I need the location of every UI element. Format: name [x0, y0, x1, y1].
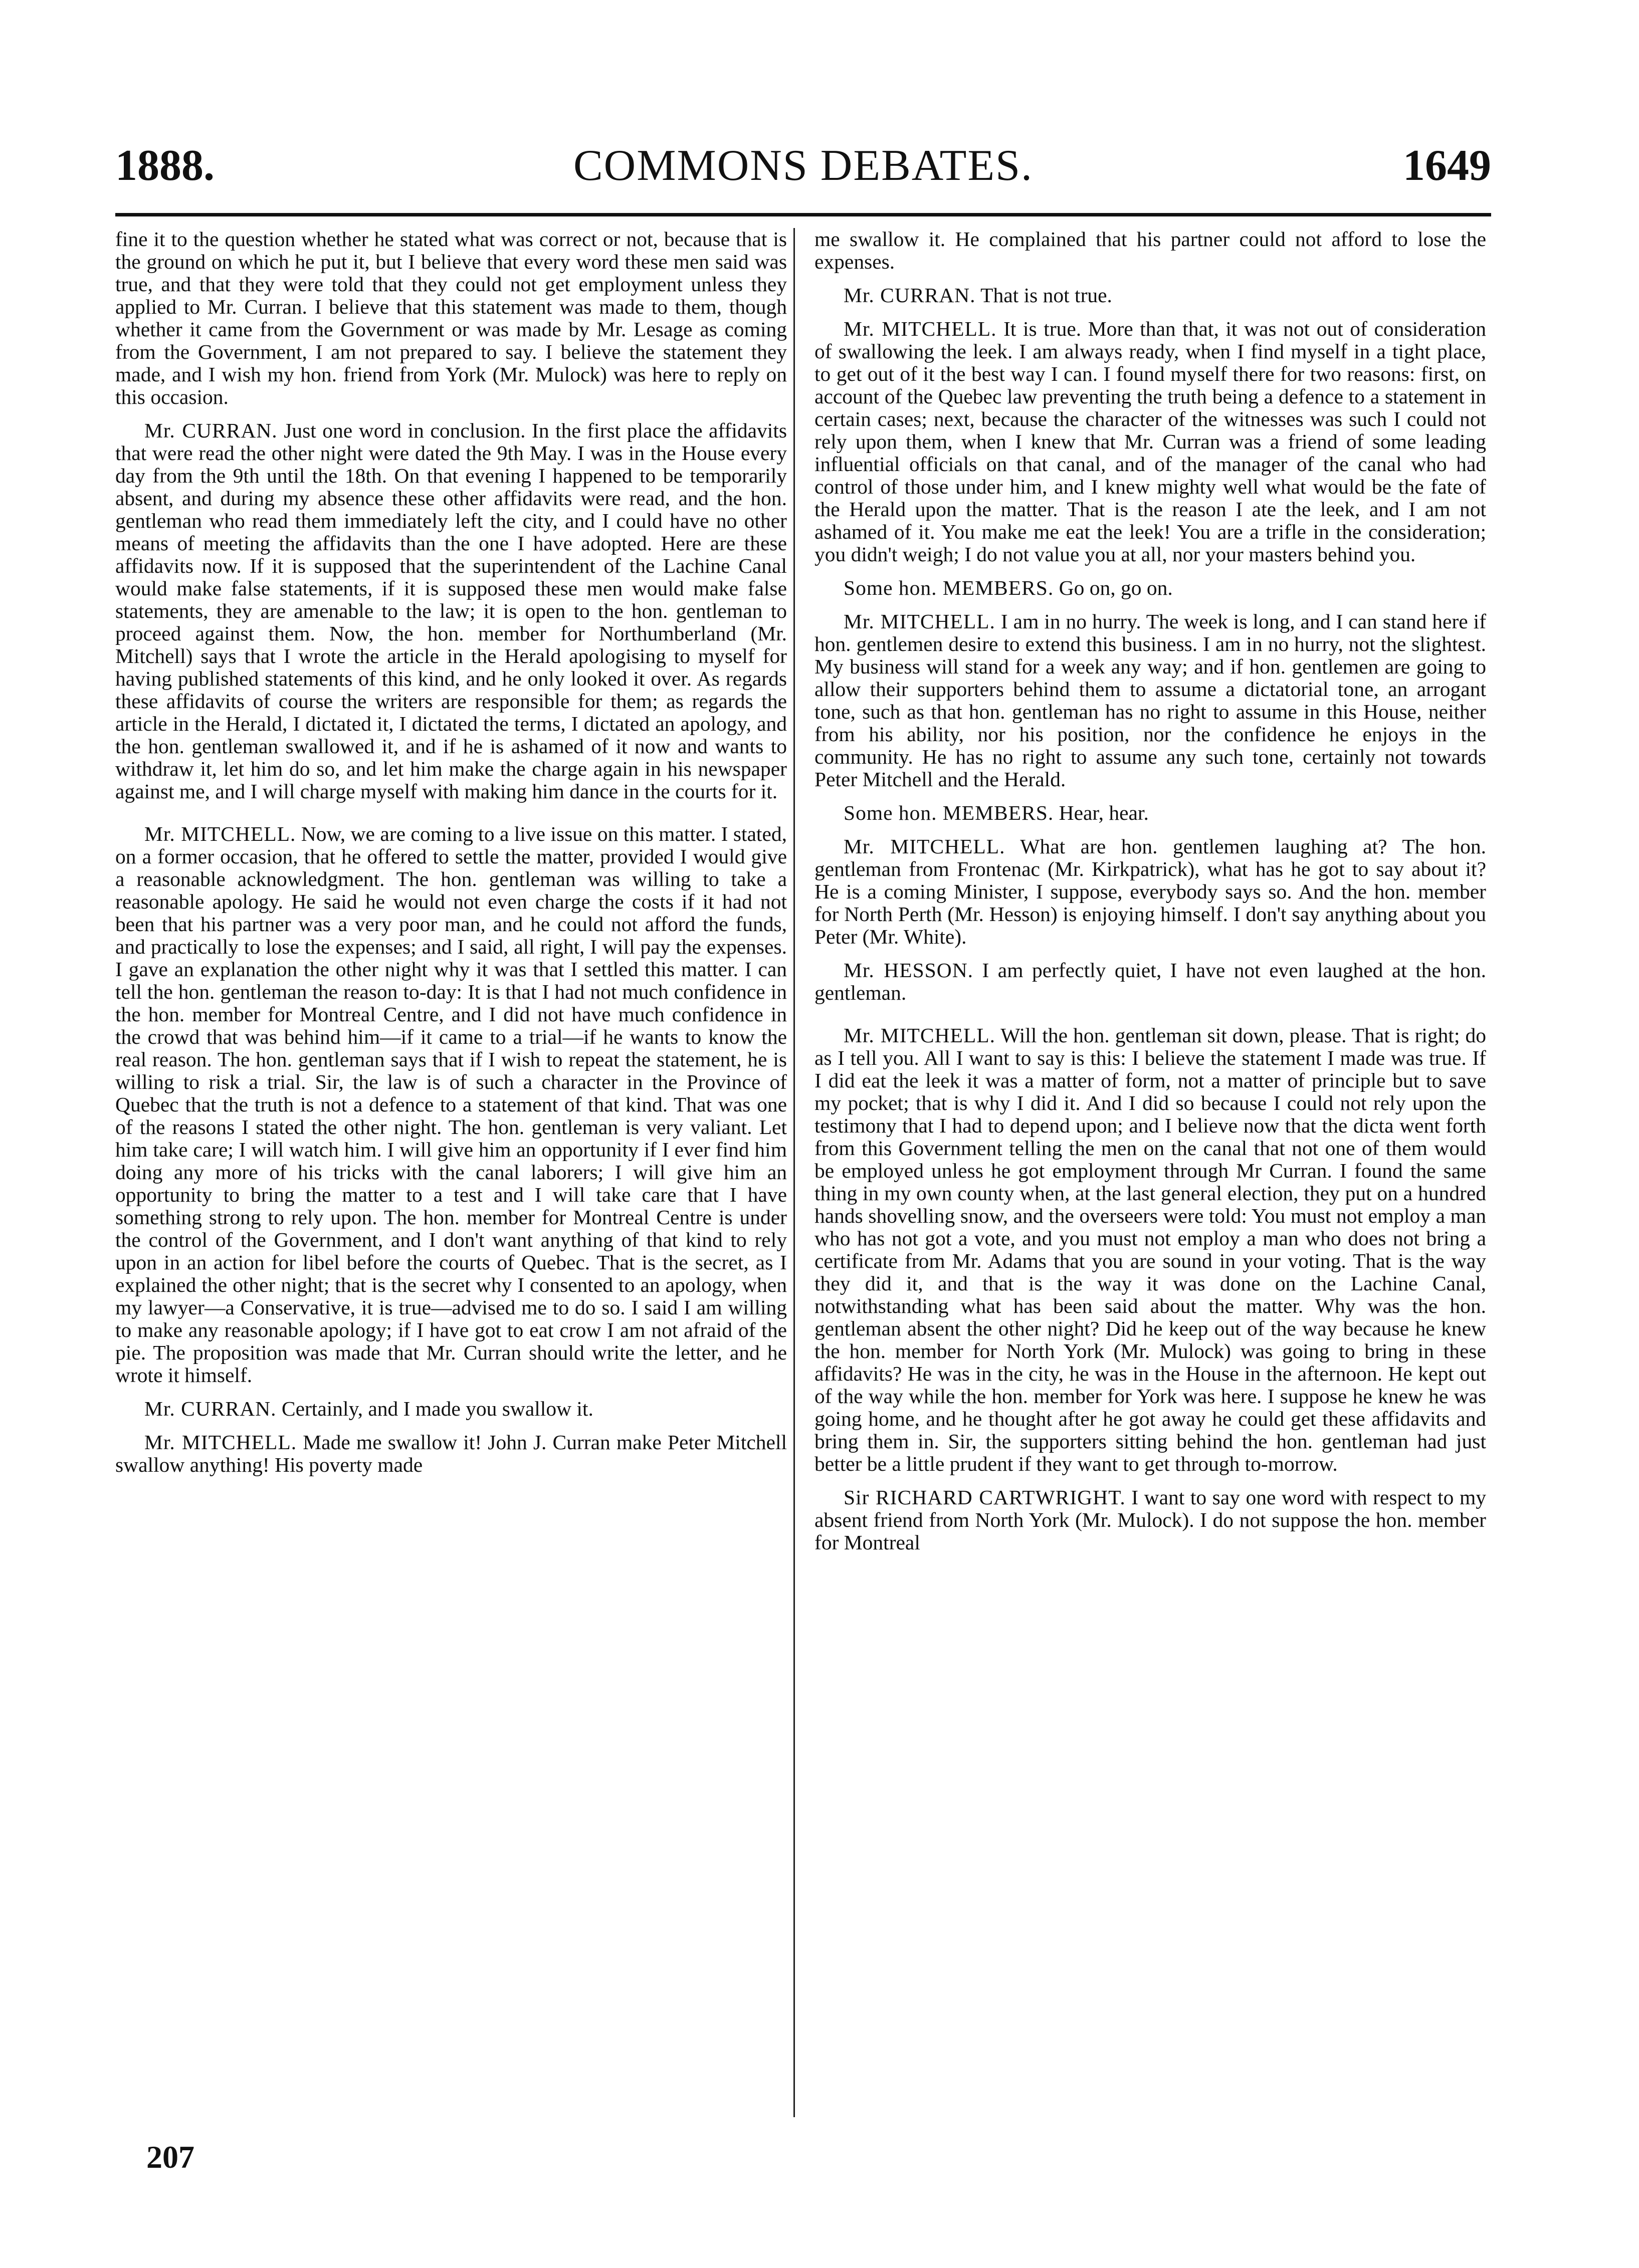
- paragraph: [814, 577, 1486, 599]
- paragraph-text: me swallow it. He complained that his partner could not afford to lose the expenses.: [814, 228, 1486, 273]
- paragraph-text: Hear, hear.: [1059, 801, 1149, 824]
- paragraph: [814, 802, 1486, 824]
- speaker-name: Mr. MITCHELL.: [844, 610, 995, 633]
- speaker-name: Mr. MITCHELL.: [144, 822, 296, 845]
- paragraph: [814, 835, 1486, 948]
- paragraph-text: I want to say one word with respect to my absent friend from North York (Mr. Mulock). I do not suppose the hon. member for Montreal: [814, 1486, 1486, 1554]
- paragraph-text: Certainly, and I made you swallow it.: [281, 1397, 593, 1420]
- paragraph: [115, 823, 787, 1387]
- paragraph-text: Will the hon. gentleman sit down, please. That is right; do as I tell you. All I want to say is this: I believe the statement I made was true. If I did eat the leek it was a matter of form, not a matter of principle but to save my pocket; that is why I did it. And I did so because I could not rely upon the testimony that I had to depend upon; and I believe now that the dicta went forth from this Government telling the men on the canal that not one of them would be employed unless he got employment through Mr Curran. I found the same thing in my own county when, at the last general election, they put on a hundred hands shovelling snow, and the overseers were told: You must not employ a man who has not got a vote, and you must not employ a man who does not bring a certificate from Mr. Adams that you are sound in your voting. That is the way they did it, and that is the way it was done on the Lachine Canal, notwithstanding what has been said about the matter. Why was the hon. gentleman absent the other night? Did he keep out of the way because he knew the hon. member for North York (Mr. Mulock) was going to bring in these affidavits? He was in the city, he was in the House in the afternoon. He kept out of the way while the hon. member for York was here. I suppose he knew he was going home, and he thought after he got away he could get these affidavits and bring them in. Sir, the supporters sitting behind the hon. gentleman had just better be a little prudent if they want to get through to-morrow.: [814, 1024, 1487, 1475]
- speaker-name: Sir RICHARD CARTWRIGHT.: [844, 1486, 1126, 1509]
- header-page-number: 1649: [1403, 141, 1491, 190]
- speaker-name: Mr. MITCHELL.: [144, 1431, 297, 1454]
- paragraph: [814, 318, 1486, 566]
- paragraph: [814, 610, 1486, 791]
- signature-number: 207: [146, 2139, 194, 2175]
- left-column: [115, 228, 787, 1487]
- header-rule: [115, 213, 1491, 216]
- speaker-name: Mr. MITCHELL.: [844, 317, 997, 340]
- paragraph-text: That is not true.: [980, 284, 1112, 307]
- paragraph: [115, 419, 787, 803]
- speaker-name: Some hon. MEMBERS.: [844, 576, 1054, 599]
- paragraph-text: It is true. More than that, it was not out of consideration of swallowing the leek. I am always ready, when I find myself in a tight place, to get out of it the best way I can. I found myself there for two reasons: first, on account of the Quebec law preventing the truth being a defence to a statement in certain cases; next, because the character of the witnesses was such I could not rely upon them, when I knew that Mr. Curran was a friend of some leading influential officials on that canal, and of the manager of the canal who had control of those under him, and I knew mighty well what would be the fate of the Herald upon the matter. That is the reason I ate the leek, and I am not ashamed of it. You make me eat the leek! You are a trifle in the consideration; you didn't weigh; I do not value you at all, nor your masters behind you.: [814, 317, 1487, 566]
- paragraph-text: Go on, go on.: [1059, 576, 1173, 599]
- speaker-name: Mr. HESSON.: [844, 959, 974, 982]
- paragraph: [814, 228, 1486, 273]
- paragraph-text: Now, we are coming to a live issue on this matter. I stated, on a former occasion, that he offered to settle the matter, provided I would give a reasonable acknowledgment. The hon. gentleman was willing to take a reasonable apology. He said he would not even charge the costs if it had not been that his partner was a very poor man, and he could not afford the funds, and practically to lose the expenses; and I said, all right, I will pay the expenses. I gave an explanation the other night why it was that I settled this matter. I can tell the hon. gentleman the reason to-day: It is that I had not much confidence in the hon. member for Montreal Centre, and I did not have much confidence in the crowd that was behind him—if it came to a trial—if he wants to know the real reason. The hon. gentleman says that if I wish to repeat the statement, he is willing to risk a trial. Sir, the law is of such a character in the Province of Quebec that the truth is not a defence to a statement of that kind. That was one of the reasons I stated the other night. The hon. gentleman is very valiant. Let him take care; I will watch him. I will give him an opportunity if I ever find him doing any more of his tricks with the canal laborers; I will give him an opportunity to bring the matter to a test and I will take care that I have something strong to rely upon. The hon. member for Montreal Centre is under the control of the Government, and I don't want anything of that kind to rely upon in an action for libel before the courts of Quebec. That is the secret, as I explained the other night; that is the secret why I consented to an apology, when my lawyer—a Conservative, it is true—advised me to do so. I said I am willing to make any reasonable apology; if I have got to eat crow I am not afraid of the pie. The proposition was made that Mr. Curran should write the letter, and he wrote it himself.: [115, 822, 787, 1387]
- paragraph: [814, 1486, 1486, 1554]
- speaker-name: Mr. CURRAN.: [844, 284, 976, 307]
- speaker-name: Mr. MITCHELL.: [844, 835, 1005, 858]
- header-year: 1888.: [115, 141, 215, 190]
- page-header: [115, 120, 1491, 210]
- speaker-name: Mr. MITCHELL.: [844, 1024, 995, 1047]
- paragraph: [814, 1024, 1486, 1475]
- speaker-name: Mr. CURRAN.: [144, 419, 278, 442]
- paragraph-text: I am in no hurry. The week is long, and I can stand here if hon. gentlemen desire to extend this business. I am in no hurry, not the slightest. My business will stand for a week any way; and if hon. gentlemen are going to allow their supporters behind them to assume a dictatorial tone, an arrogant tone, such as that hon. gentleman has no right to assume in this House, neither from his ability, nor his position, nor the confidence he enjoys in the community. He has no right to assume any such tone, certainly not towards Peter Mitchell and the Herald.: [814, 610, 1487, 791]
- paragraph: [115, 228, 787, 408]
- right-column: [814, 228, 1486, 1565]
- paragraph: [115, 1398, 787, 1420]
- paragraph-text: Made me swallow it! John J. Curran make Peter Mitchell swallow anything! His poverty made: [115, 1431, 787, 1476]
- paragraph-text: I am perfectly quiet, I have not even laughed at the hon. gentleman.: [814, 959, 1486, 1004]
- header-title: COMMONS DEBATES.: [573, 141, 1034, 190]
- column-divider: [793, 228, 795, 2117]
- speaker-name: Mr. CURRAN.: [144, 1397, 277, 1420]
- speaker-name: Some hon. MEMBERS.: [844, 801, 1054, 824]
- paragraph-text: fine it to the question whether he stated what was correct or not, because that is the ground on which he put it, but I believe that every word these men said was true, and that they were told that they could not get employment unless they applied to Mr. Curran. I believe that this statement was made to them, though whether it came from the Government or was made by Mr. Lesage as coming from the Government, I am not prepared to say. I believe the statement they made, and I wish my hon. friend from York (Mr. Mulock) was here to reply on this occasion.: [115, 228, 787, 408]
- paragraph: [115, 1431, 787, 1476]
- paragraph: [814, 959, 1486, 1004]
- paragraph: [814, 284, 1486, 307]
- paragraph-text: Just one word in conclusion. In the first place the affidavits that were read the other night were dated the 9th May. I was in the House every day from the 9th until the 18th. On that evening I happened to be temporarily absent, and during my absence these other affidavits were read, and the hon. gentleman who read them immediately left the city, and I could have no other means of meeting the affidavits than the one I have adopted. Here are these affidavits now. If it is supposed that the superintendent of the Lachine Canal would make false statements, if it is supposed these men would make false statements, they are amenable to the law; it is open to the hon. gentleman to proceed against them. Now, the hon. member for Northumberland (Mr. Mitchell) says that I wrote the article in the Herald apologising to myself for having published statements of this kind, and he only looked it over. As regards these affidavits of course the writers are responsible for them; as regards the article in the Herald, I dictated it, I dictated the terms, I dictated an apology, and the hon. gentleman swallowed it, and if he is ashamed of it now and wants to withdraw it, let him do so, and let him make the charge again in his newspaper against me, and I will charge myself with making him dance in the courts for it.: [115, 419, 787, 803]
- paragraph-text: What are hon. gentlemen laughing at? The hon. gentleman from Frontenac (Mr. Kirkpatrick), what has he got to say about it? He is a coming Minister, I suppose, everybody says so. And the hon. member for North Perth (Mr. Hesson) is enjoying himself. I don't say anything about you Peter (Mr. White).: [814, 835, 1486, 948]
